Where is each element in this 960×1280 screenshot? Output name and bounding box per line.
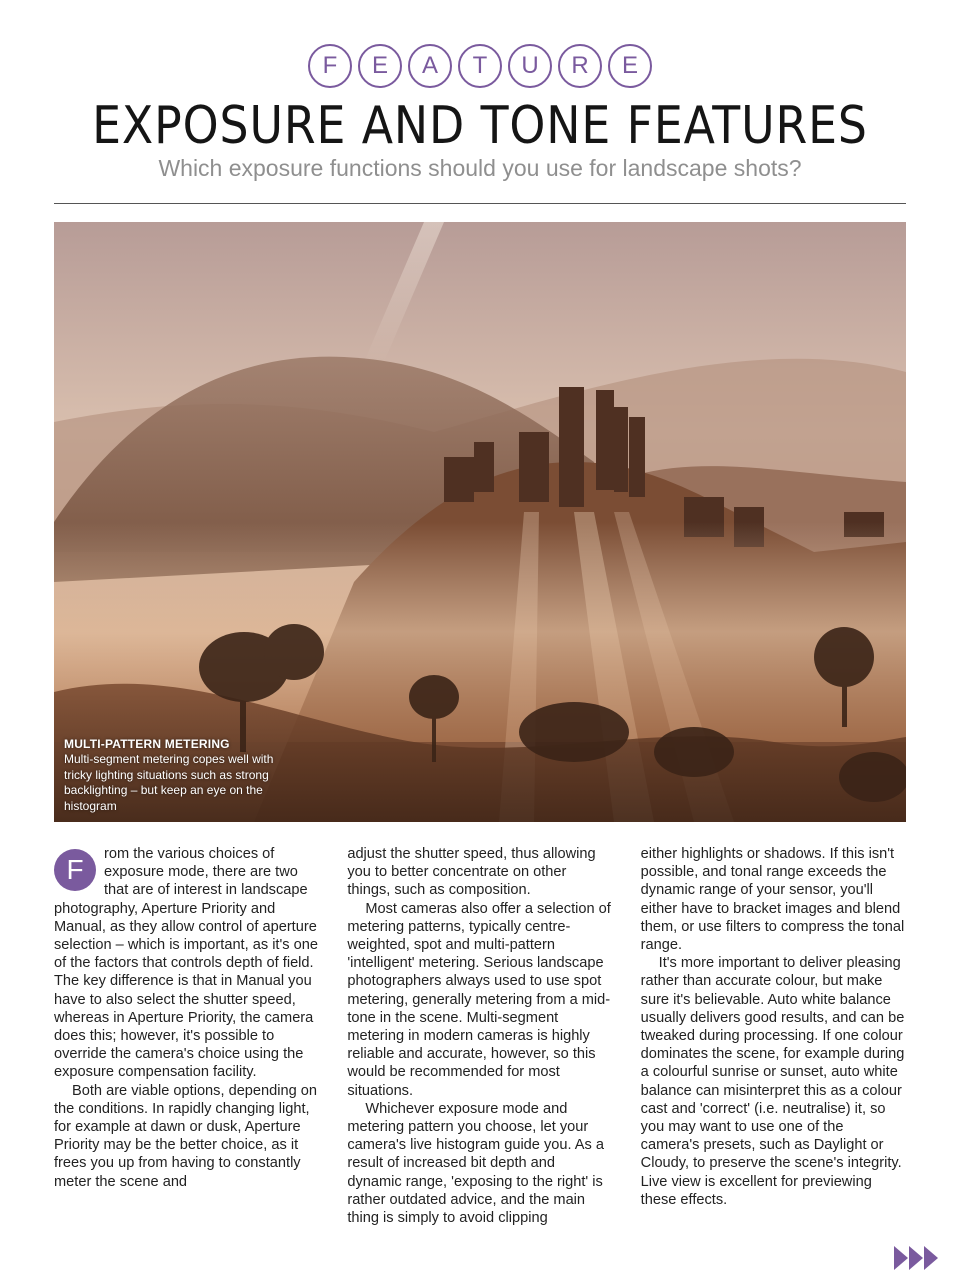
caption-title: MULTI-PATTERN METERING <box>64 736 230 751</box>
paragraph: It's more important to deliver pleasing rather than accurate colour, but make sure it's believable. Auto white balance usually delivers good results, and can be tweaked during processing. If one colour dominates the scene, for example during a colourful sunrise or sunset, auto white balance can misinterpret this as a colour cast and 'correct' (i.e. neutralise) it, so you may want to use one of the camera's presets, such as Daylight or Cloudy, to preserve the scene's integrity. Live view is excellent for previewing these effects. <box>640 955 905 1208</box>
paragraph: Both are viable options, depending on the conditions. In rapidly changing light, for example at dawn or dusk, Aperture Priority may be the better choice, as it frees you up from having to constantly meter the scene and <box>54 1082 318 1190</box>
kicker-letter: U <box>508 44 552 88</box>
kicker-letter: F <box>308 44 352 88</box>
photo-caption <box>64 737 294 815</box>
feature-kicker <box>0 44 960 88</box>
kicker-letter: T <box>458 44 502 88</box>
triangle-arrow-icon <box>909 1246 923 1270</box>
paragraph: adjust the shutter speed, thus allowing you to better concentrate on other things, such as composition. <box>347 846 596 899</box>
header-divider <box>54 203 906 204</box>
article-column-3 <box>641 845 906 1230</box>
kicker-letter: R <box>558 44 602 88</box>
paragraph: rom the various choices of exposure mode, there are two that are of interest in landscape photography, Aperture Priority and Manual, as they allow control of aperture selection – which is important, as it's one of the factors that controls depth of field. The key difference is that in Manual you have to also select the shutter speed, whereas in Aperture Priority, the camera does this; however, it's possible to override the camera's choice using the exposure compensation facility. <box>54 846 318 1081</box>
castle-landscape-illustration <box>54 222 906 822</box>
article-body <box>54 845 906 1230</box>
paragraph: Whichever exposure mode and metering pattern you choose, let your camera's live histogram guide you. As a result of increased bit depth and dynamic range, 'exposing to the right' is rather outdated advice, and the main thing is simply to avoid clipping <box>347 1100 605 1227</box>
article-column-2 <box>347 845 612 1230</box>
kicker-letter: E <box>608 44 652 88</box>
paragraph: Most cameras also offer a selection of metering patterns, typically centre-weighted, spot and multi-pattern 'intelligent' metering. Serious landscape photographers always used to use spot metering, generally metering from a mid-tone in the scene. Multi-segment metering in modern cameras is highly reliable and accurate, however, so this would be recommended for most situations. <box>347 900 611 1099</box>
hero-photo <box>54 222 906 822</box>
triangle-arrow-icon <box>924 1246 938 1270</box>
drop-cap: F <box>54 849 96 891</box>
paragraph: either highlights or shadows. If this isn't possible, and tonal range exceeds the dynamic range of your sensor, you'll either have to bracket images and blend them, or use filters to compress the tonal range. <box>640 846 905 954</box>
triangle-arrow-icon <box>894 1246 908 1270</box>
kicker-letter: A <box>408 44 452 88</box>
page-title: EXPOSURE AND TONE FEATURES <box>92 96 868 156</box>
page-subtitle: Which exposure functions should you use for landscape shots? <box>158 155 802 181</box>
article-column-1 <box>54 845 319 1230</box>
kicker-letter: E <box>358 44 402 88</box>
caption-body: Multi-segment metering copes well with tricky lighting situations such as strong backlighting – but keep an eye on the histogram <box>64 752 274 813</box>
continue-arrows-icon <box>894 1246 938 1270</box>
